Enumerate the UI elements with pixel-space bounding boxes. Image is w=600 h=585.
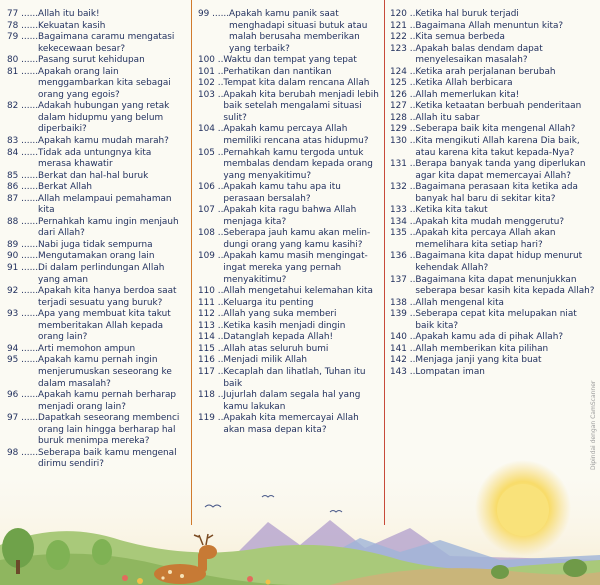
toc-entry xyxy=(390,67,596,79)
toc-entry-number: 85 ...... xyxy=(7,170,39,181)
toc-entry xyxy=(198,90,380,125)
toc-entry-number: 86 ...... xyxy=(7,182,39,193)
toc-entry-number: 129 .. xyxy=(390,124,416,135)
toc-entry xyxy=(198,205,380,228)
toc-entry xyxy=(198,344,380,356)
toc-entry xyxy=(198,182,380,205)
toc-entry-number: 123 .. xyxy=(390,43,416,54)
toc-entry xyxy=(7,182,187,194)
toc-entry-title: Bagaimana perasaan kita ketika ada banyak hal baru di sekitar kita? xyxy=(415,182,578,204)
toc-entry-number: 119 .. xyxy=(198,413,224,424)
toc-entry-title: Allah itu sabar xyxy=(415,112,480,123)
toc-entry xyxy=(390,332,596,344)
toc-entry xyxy=(198,9,380,55)
toc-entry xyxy=(390,217,596,229)
toc-entry-number: 96 ...... xyxy=(7,390,39,401)
toc-entry-title: Kecaplah dan lihatlah, Tuhan itu baik xyxy=(223,366,366,389)
toc-entry-number: 103 .. xyxy=(198,89,224,100)
toc-entry-number: 94 ...... xyxy=(7,343,39,354)
toc-entry xyxy=(390,205,596,217)
toc-entry xyxy=(390,44,596,67)
toc-entry xyxy=(390,159,596,182)
toc-entry-title: Apakah orang lain menggambarkan kita sebagai orang yang egois? xyxy=(38,66,171,100)
toc-entry-title: Arti memohon ampun xyxy=(38,343,136,354)
toc-entry xyxy=(198,251,380,286)
toc-entry-number: 113 .. xyxy=(198,320,224,331)
toc-entry-number: 90 ...... xyxy=(7,251,39,262)
toc-entry xyxy=(198,309,380,321)
toc-entry xyxy=(390,309,596,332)
toc-entry xyxy=(7,286,187,309)
toc-entry-number: 112 .. xyxy=(198,309,224,320)
toc-entry-title: Apakah kamu pernah ingin menjerumuskan seseorang ke dalam masalah? xyxy=(38,355,172,389)
toc-entry-title: Datanglah kepada Allah! xyxy=(223,332,334,343)
toc-entry-title: Apakah kita percaya Allah akan memelihara kita setiap hari? xyxy=(415,228,556,250)
toc-entry-number: 134 .. xyxy=(390,216,416,227)
toc-entry xyxy=(390,113,596,125)
toc-entry xyxy=(198,355,380,367)
toc-entry-title: Allah memberikan kita pilihan xyxy=(415,343,549,354)
toc-entry-title: Jujurlah dalam segala hal yang kamu lakukan xyxy=(223,390,361,412)
toc-entry-number: 141 .. xyxy=(390,343,416,354)
toc-entry xyxy=(7,67,187,102)
toc-entry-title: Apakah kamu panik saat menghadapi situasi butuk atau malah berusaha memberikan yang terbaik? xyxy=(229,9,368,54)
toc-entry-title: Apakah kamu masih mengingat-ingat mereka yang pernah menyakitimu? xyxy=(223,251,368,285)
toc-entry xyxy=(198,367,380,390)
toc-entry xyxy=(7,136,187,148)
toc-entry-number: 95 ...... xyxy=(7,355,39,366)
toc-entry-title: Dapatkah seseorang membenci orang lain hingga berharap hal buruk menimpa mereka? xyxy=(38,413,180,447)
toc-entry-number: 126 .. xyxy=(390,89,416,100)
toc-entry xyxy=(390,344,596,356)
toc-entry-title: Apakah kita memercayai Allah akan masa depan kita? xyxy=(223,413,359,435)
toc-entry-title: Berkat Allah xyxy=(38,182,93,193)
toc-entry xyxy=(7,448,187,471)
toc-entry-title: Waktu dan tempat yang tepat xyxy=(223,55,357,66)
toc-entry xyxy=(7,355,187,390)
toc-entry xyxy=(390,275,596,298)
toc-entry xyxy=(7,309,187,344)
toc-entry-number: 118 .. xyxy=(198,390,224,401)
toc-entry-title: Nabi juga tidak sempurna xyxy=(38,239,153,250)
toc-entry-number: 104 .. xyxy=(198,124,224,135)
toc-entry-number: 139 .. xyxy=(390,309,416,320)
toc-entry-title: Apakah kamu tahu apa itu perasaan bersalah? xyxy=(223,182,341,204)
toc-entry-title: Seberapa baik kamu mengenal dirimu sendiri? xyxy=(38,447,177,470)
toc-entry-title: Kekuatan kasih xyxy=(38,20,106,31)
toc-entry-number: 108 .. xyxy=(198,228,224,239)
toc-entry-number: 109 .. xyxy=(198,251,224,262)
toc-entry xyxy=(198,286,380,298)
toc-entry xyxy=(390,136,596,159)
toc-column-3 xyxy=(390,9,596,379)
toc-entry xyxy=(198,413,380,436)
toc-entry-title: Pasang surut kehidupan xyxy=(38,55,145,66)
toc-entry xyxy=(7,251,187,263)
toc-entry-title: Ketika kita takut xyxy=(415,205,488,216)
toc-entry xyxy=(7,413,187,448)
toc-entry-title: Allah mengetahui kelemahan kita xyxy=(223,286,373,297)
toc-entry-number: 101 .. xyxy=(198,66,224,77)
toc-entry xyxy=(390,32,596,44)
toc-entry xyxy=(198,124,380,147)
toc-entry xyxy=(390,228,596,251)
toc-entry-number: 105 .. xyxy=(198,147,224,158)
toc-entry-title: Lompatan iman xyxy=(415,366,485,377)
toc-entry xyxy=(7,194,187,217)
toc-entry-number: 81 ...... xyxy=(7,66,39,77)
toc-entry-number: 131 .. xyxy=(390,159,416,170)
toc-entry-number: 128 .. xyxy=(390,112,416,123)
toc-entry xyxy=(198,148,380,183)
toc-entry xyxy=(198,390,380,413)
toc-entry-title: Allah atas seluruh bumi xyxy=(223,343,329,354)
toc-entry-number: 132 .. xyxy=(390,182,416,193)
toc-entry xyxy=(198,228,380,251)
toc-entry-title: Berapa banyak tanda yang diperlukan agar kita dapat memercayai Allah? xyxy=(415,159,586,181)
toc-entry-number: 125 .. xyxy=(390,78,416,89)
toc-entry-title: Ketika hal buruk terjadi xyxy=(415,9,519,19)
toc-entry xyxy=(390,21,596,33)
toc-entry-title: Seberapa jauh kamu akan melin-dungi orang yang kamu kasihi? xyxy=(223,228,371,250)
toc-entry-title: Apakah balas dendam dapat menyelesaikan masalah? xyxy=(415,43,543,66)
toc-entry-title: Bagaimana kita dapat menunjukkan seberapa besar kasih kita kepada Allah? xyxy=(415,274,595,297)
toc-entry xyxy=(390,124,596,136)
toc-entry-title: Kita mengikuti Allah karena Dia baik, atau karena kita takut kepada-Nya? xyxy=(415,136,580,158)
toc-entry xyxy=(390,182,596,205)
toc-entry-number: 135 .. xyxy=(390,228,416,239)
toc-entry xyxy=(390,101,596,113)
toc-entry-title: Ketika ketaatan berbuah penderitaan xyxy=(415,101,582,112)
toc-entry-title: Ketika Allah berbicara xyxy=(415,78,513,89)
toc-entry-number: 116 .. xyxy=(198,355,224,366)
toc-entry xyxy=(7,240,187,252)
toc-entry xyxy=(390,78,596,90)
toc-entry-title: Menjadi milik Allah xyxy=(223,355,308,366)
toc-entry-title: Seberapa baik kita mengenal Allah? xyxy=(415,124,576,135)
toc-entry-number: 122 .. xyxy=(390,32,416,43)
toc-entry xyxy=(198,55,380,67)
toc-entry xyxy=(7,217,187,240)
toc-entry-number: 98 ...... xyxy=(7,447,39,458)
toc-entry-number: 100 .. xyxy=(198,55,224,66)
toc-entry-title: Bagaimana Allah menuntun kita? xyxy=(415,20,564,31)
toc-entry-number: 102 .. xyxy=(198,78,224,89)
column-divider xyxy=(384,0,385,525)
toc-entry-title: Bagaimana kita dapat hidup menurut kehendak Allah? xyxy=(415,251,583,274)
toc-entry-number: 142 .. xyxy=(390,355,416,366)
toc-entry xyxy=(390,298,596,310)
toc-entry-number: 93 ...... xyxy=(7,309,39,320)
toc-entry-number: 136 .. xyxy=(390,251,416,262)
toc-entry xyxy=(390,355,596,367)
toc-entry-title: Apakah kamu pernah berharap menjadi orang lain? xyxy=(38,390,177,412)
toc-entry xyxy=(7,101,187,136)
scanner-watermark: Dipindai dengan CamScanner xyxy=(590,380,597,470)
toc-entry-number: 84 ...... xyxy=(7,147,39,158)
toc-entry xyxy=(7,55,187,67)
toc-entry-number: 77 ...... xyxy=(7,9,39,19)
toc-entry-number: 83 ...... xyxy=(7,136,39,147)
toc-entry-number: 106 .. xyxy=(198,182,224,193)
toc-entry xyxy=(7,171,187,183)
toc-entry-title: Seberapa cepat kita melupakan niat baik kita? xyxy=(415,309,577,331)
toc-entry-number: 133 .. xyxy=(390,205,416,216)
toc-entry xyxy=(198,298,380,310)
toc-entry xyxy=(7,263,187,286)
toc-entry-number: 87 ...... xyxy=(7,193,39,204)
toc-entry-title: Tempat kita dalam rencana Allah xyxy=(223,78,370,89)
toc-entry-number: 110 .. xyxy=(198,286,224,297)
toc-entry-number: 78 ...... xyxy=(7,20,39,31)
toc-entry-title: Pernahkah kamu ingin menjauh dari Allah? xyxy=(38,216,179,239)
toc-entry-title: Apa yang membuat kita takut memberitakan Allah kepada orang lain? xyxy=(38,309,171,343)
toc-entry-number: 124 .. xyxy=(390,66,416,77)
toc-entry-number: 79 ...... xyxy=(7,32,39,43)
toc-entry-title: Pernahkah kamu tergoda untuk membalas dendam kepada orang yang menyakitimu? xyxy=(223,147,373,181)
toc-entry-title: Allah memerlukan kita! xyxy=(415,89,520,100)
toc-entry-title: Apakah kamu ada di pihak Allah? xyxy=(415,332,564,343)
toc-entry-number: 107 .. xyxy=(198,205,224,216)
toc-entry xyxy=(7,9,187,21)
toc-entry-number: 121 .. xyxy=(390,20,416,31)
toc-entry-number: 127 .. xyxy=(390,101,416,112)
toc-entry-number: 92 ...... xyxy=(7,286,39,297)
toc-entry-title: Allah itu baik! xyxy=(38,9,100,19)
toc-entry-title: Ketika kasih menjadi dingin xyxy=(223,320,346,331)
toc-entry-number: 138 .. xyxy=(390,297,416,308)
toc-entry-title: Berkat dan hal-hal buruk xyxy=(38,170,149,181)
toc-entry-number: 99 ...... xyxy=(198,9,230,19)
toc-entry xyxy=(7,21,187,33)
toc-entry-title: Mengutamakan orang lain xyxy=(38,251,155,262)
toc-entry xyxy=(7,32,187,55)
toc-entry-number: 117 .. xyxy=(198,366,224,377)
toc-entry xyxy=(7,390,187,413)
toc-entry-title: Apakah kamu percaya Allah memiliki rencana atas hidupmu? xyxy=(223,124,369,147)
toc-entry xyxy=(198,67,380,79)
toc-entry-number: 88 ...... xyxy=(7,216,39,227)
toc-entry-number: 97 ...... xyxy=(7,413,39,424)
toc-entry-title: Tidak ada untungnya kita merasa khawatir xyxy=(38,147,152,170)
toc-entry-title: Apakah kita ragu bahwa Allah menjaga kita? xyxy=(223,205,357,227)
toc-entry xyxy=(390,90,596,102)
column-divider xyxy=(191,0,192,525)
toc-entry-title: Ketika arah perjalanan berubah xyxy=(415,66,556,77)
toc-entry-number: 82 ...... xyxy=(7,101,39,112)
toc-entry-number: 140 .. xyxy=(390,332,416,343)
toc-entry-title: Keluarga itu penting xyxy=(223,297,314,308)
toc-column-2 xyxy=(198,9,380,436)
toc-entry-number: 143 .. xyxy=(390,366,416,377)
toc-entry-number: 114 .. xyxy=(198,332,224,343)
toc-entry-title: Apakah kita hanya berdoa saat terjadi sesuatu yang buruk? xyxy=(38,286,177,308)
toc-entry-title: Allah mengenal kita xyxy=(415,297,504,308)
toc-entry-number: 111 .. xyxy=(198,297,224,308)
toc-entry-title: Menjaga janji yang kita buat xyxy=(415,355,542,366)
toc-entry-number: 80 ...... xyxy=(7,55,39,66)
toc-entry xyxy=(198,78,380,90)
toc-entry xyxy=(390,367,596,379)
toc-entry-title: Perhatikan dan nantikan xyxy=(223,66,332,77)
toc-entry-number: 89 ...... xyxy=(7,239,39,250)
toc-entry xyxy=(7,148,187,171)
toc-entry xyxy=(390,9,596,21)
toc-entry xyxy=(198,332,380,344)
toc-entry-number: 91 ...... xyxy=(7,263,39,274)
toc-entry-title: Kita semua berbeda xyxy=(415,32,505,43)
toc-entry-title: Allah melampaui pemahaman kita xyxy=(38,193,172,216)
toc-entry-title: Apakah kamu mudah marah? xyxy=(38,136,169,147)
toc-entry-title: Di dalam perlindungan Allah yang aman xyxy=(38,263,165,285)
toc-entry-number: 130 .. xyxy=(390,136,416,147)
toc-column-1 xyxy=(7,9,187,471)
toc-entry-title: Allah yang suka memberi xyxy=(223,309,337,320)
toc-entry-title: Apakah kita berubah menjadi lebih baik setelah mengalami situasi sulit? xyxy=(223,89,379,123)
toc-entry xyxy=(7,344,187,356)
toc-entry-title: Bagaimana caramu mengatasi kekecewaan besar? xyxy=(38,32,175,54)
toc-entry-number: 137 .. xyxy=(390,274,416,285)
toc-entry-title: Adakah hubungan yang retak dalam hidupmu yang belum diperbaiki? xyxy=(38,101,170,135)
toc-entry-number: 115 .. xyxy=(198,343,224,354)
toc-entry-title: Apakah kita mudah menggerutu? xyxy=(415,216,565,227)
toc-entry xyxy=(390,251,596,274)
toc-entry xyxy=(198,321,380,333)
toc-entry-number: 120 .. xyxy=(390,9,416,19)
